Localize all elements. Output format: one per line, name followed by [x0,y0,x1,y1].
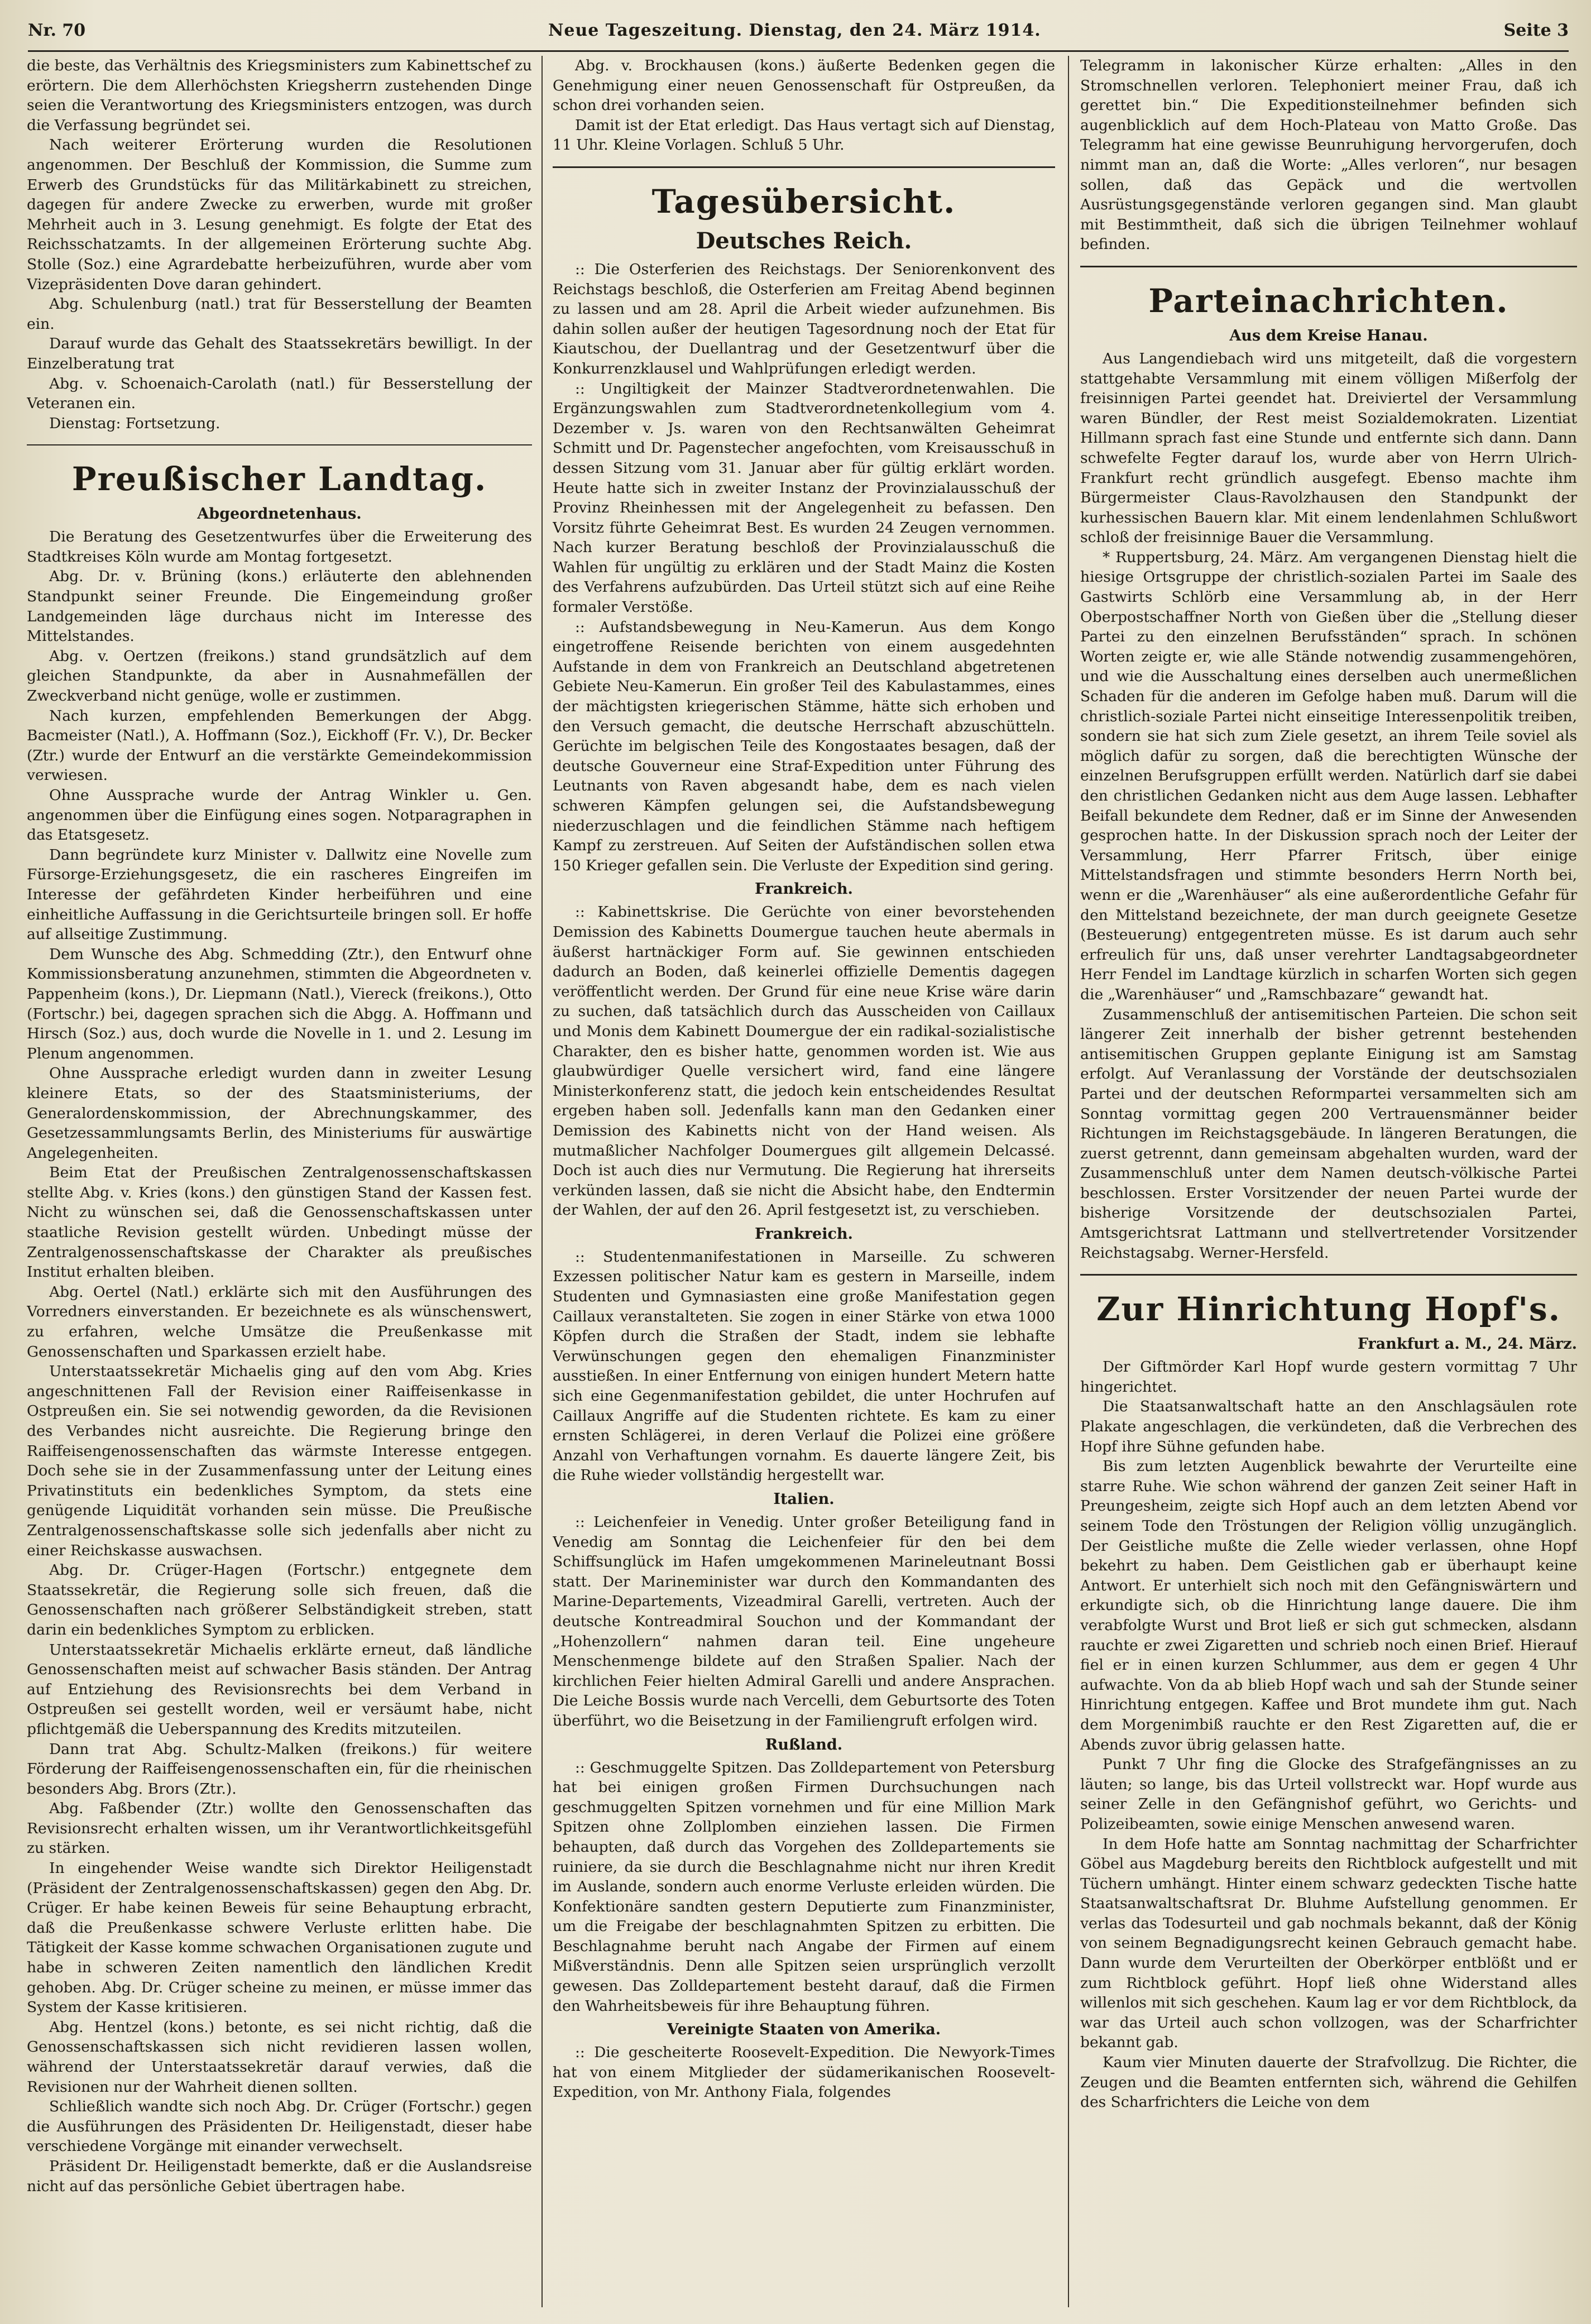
issue-number: Nr. 70 [28,20,86,40]
paragraph: Unterstaatssekretär Michaelis ging auf den vom Abg. Kries angeschnittenen Fall der Revision einer Raiffeisenkasse in Ostpreußen ein. Sie sei notwendig geworden, da die Revisionen des Verbandes nicht ausreichte. Die Regierung bringe den Raiffeisengenossenschaften das wärmste Interesse entgegen. Doch sehe sie in der Zusammenfassung unter der Leitung eines Privatinstituts ein bedenkliches Symptom, da stets eine genügende Liquidität vorhanden sein müsse. Die Preußische Zentralgenossenschaftskasse solle sich jedenfalls aber nicht zu einer Reichskasse auswachsen. [27,1363,532,1559]
paragraph: Die Staatsanwaltschaft hatte an den Anschlagsäulen rote Plakate angeschlagen, die verkündeten, daß die Verbrechen des Hopf ihre Sühne gefunden habe. [1080,1398,1577,1455]
paragraph: Damit ist der Etat erledigt. Das Haus vertagt sich auf Dienstag, 11 Uhr. Kleine Vorlagen. Schluß 5 Uhr. [553,116,1055,154]
paragraph: :: Kabinettskrise. Die Gerüchte von einer bevorstehenden Demission des Kabinetts Doumergue tauchen heute abermals in äußerst hartnäckiger Form auf. Sie gewinnen entschieden dadurch an Boden, daß keinerlei offizielle Dementis dagegen veröffentlicht werden. Der Grund für eine neue Krise wäre darin zu suchen, daß tatsächlich durch das Ausscheiden von Caillaux und Monis dem Kabinett Doumergue der ein radikal-sozialistische Charakter, den es bisher hatte, genommen worden ist. Wie aus glaubwürdiger Quelle versichert wird, fand eine längere Ministerkonferenz statt, die jedoch kein entscheidendes Resultat ergeben haben soll. Jedenfalls kann man den Gedanken einer Demission des Kabinetts nicht von der Hand weisen. Als mutmaßlicher Nachfolger Doumergues gilt allgemein Delcassé. Doch ist auch dies nur Vermutung. Die Regierung hat ihrerseits verkünden lassen, daß sie nicht die Absicht habe, den Endtermin der Wahlen, der auf den 26. April festgesetzt ist, zu verschieben. [553,903,1055,1219]
column-rule [541,56,543,2307]
page-number: Seite 3 [1503,20,1569,40]
paragraph: Ohne Aussprache wurde der Antrag Winkler u. Gen. angenommen über die Einfügung eines sogen. Notparagraphen in das Etatsgesetz. [27,787,532,844]
paragraph: Die Beratung des Gesetzentwurfes über die Erweiterung des Stadtkreises Köln wurde am Montag fortgesetzt. [27,528,532,566]
paragraph: :: Geschmuggelte Spitzen. Das Zolldepartement von Petersburg hat bei einigen großen Firmen Durchsuchungen nach geschmuggelten Spitzen vornehmen und für eine Million Mark Spitzen ohne Zollplomben einziehen lassen. Die Firmen behaupten, daß durch das Vorgehen des Zolldepartements sie ruiniere, da sie durch die Beschlagnahme nicht nur ihren Kredit im Auslande, sondern auch enorme Verluste erleiden würden. Die Konfektionäre sandten gestern Deputierte zum Finanzminister, um die Freigabe der beschlagnahmten Spitzen zu erbitten. Die Beschlagnahme beruht nach Angabe der Firmen auf einem Mißverständnis. Denn alle Spitzen seien ursprünglich verzollt gewesen. Das Zolldepartement besteht darauf, daß die Firmen den Wahrheitsbeweis für ihre Behauptung führen. [553,1758,1055,2015]
paragraph: Dem Wunsche des Abg. Schmedding (Ztr.), den Entwurf ohne Kommissionsberatung anzunehmen, stimmten die Abgeordneten v. Pappenheim (kons.), Dr. Liepmann (Natl.), Viereck (freikons.), Otto (Fortschr.) bei, dagegen sprachen sich die Abgg. A. Hoffmann und Hirsch (Soz.) aus, doch wurde die Novelle in 1. und 2. Lesung im Plenum angenommen. [27,945,532,1062]
divider [553,166,1055,168]
paragraph: :: Studentenmanifestationen in Marseille. Zu schweren Exzessen politischer Natur kam es gestern in Marseille, indem Studenten und Gymnasiasten eine große Manifestation gegen Caillaux veranstalteten. Sie zogen in einer Stärke von etwa 1000 Köpfen durch die Straßen der Stadt, indem sie lebhafte Verwünschungen gegen den ehemaligen Finanzminister ausstießen. In einer Entfernung von einigen hundert Metern hatte sich eine Gegenmanifestation gebildet, die unter Hochrufen auf Caillaux Angriffe auf die Studenten richtete. Es kam zu einer ernsten Schlägerei, in deren Verlauf die Polizei eine größere Anzahl von Verhaftungen vornahm. Es dauerte längere Zeit, bis die Ruhe wieder vollständig hergestellt war. [553,1248,1055,1484]
section-heading-hinrichtung: Zur Hinrichtung Hopf's. [1096,1290,1561,1329]
paragraph: Nach weiterer Erörterung wurden die Resolutionen angenommen. Der Beschluß der Kommission, die Summe zum Erwerb des Grundstücks für das Militärkabinett zu streichen, dagegen für andere Zwecke zu erwerben, wurde mit großer Mehrheit auch in 3. Lesung genehmigt. Es folgte der Etat des Reichsschatzamts. In der allgemeinen Erörterung suchte Abg. Stolle (Soz.) eine Agrardebatte herbeizuführen, wurde aber vom Vizepräsidenten Dove daran gehindert. [27,136,532,293]
paragraph: Aus Langendiebach wird uns mitgeteilt, daß die vorgestern stattgehabte Versammlung mit einem völligen Mißerfolg der freisinnigen Partei geendet hat. Dreiviertel der Versammlung waren Bündler, der Rest meist Sozialdemokraten. Lizentiat Hillmann sprach fast eine Stunde und entfernte sich dann. Dann schwefelte Fegter darauf los, wurde aber von Herrn Ulrich-Frankfurt recht gründlich ausgefegt. Ebenso machte ihm Bürgermeister Claus-Ravolzhausen den Standpunkt der kurhessischen Bauern klar. Mit einem lendenlahmen Schlußwort schloß der freisinnige Bauer die Versammlung. [1080,349,1577,547]
paragraph: Zusammenschluß der antisemitischen Parteien. Die schon seit längerer Zeit innerhalb der bisher getrennt bestehenden antisemitischen Gruppen geplante Einigung ist am Samstag erfolgt. Auf Veranlassung der Vorstände der deutschsozialen Partei und der deutschen Reformpartei versammelten sich am Sonntag vormittag gegen 200 Vertrauensmänner beider Richtungen im Reichstagsgebäude. In längeren Beratungen, die zuerst getrennt, dann gemeinsam abgehalten wurden, ward der Zusammenschluß unter dem Namen deutsch-völkische Partei beschlossen. Erster Vorsitzender der neuen Partei wurde der bisherige Vorsitzende der deutschsozialen Partei, Amtsgerichtsrat Lattmann und stellvertretender Vorsitzender Reichstagsabg. Werner-Hersfeld. [1080,1005,1577,1262]
section-heading-parteinachrichten: Parteinachrichten. [1148,281,1509,320]
section-heading-tagesuebersicht: Tagesübersicht. [651,182,956,221]
paragraph: Kaum vier Minuten dauerte der Strafvollzug. Die Richter, die Zeugen und die Beamten entfernten sich, während die Gehilfen des Scharfrichters die Leiche von dem [1080,2054,1577,2111]
section-heading-landtag: Preußischer Landtag. [71,460,487,499]
divider [1080,266,1577,267]
divider [27,444,532,445]
subheading-vereinigte-staaten: Vereinigte Staaten von Amerika. [667,2021,941,2039]
landtag-continuation [553,56,1055,155]
paragraph: Der Giftmörder Karl Hopf wurde gestern vormittag 7 Uhr hingerichtet. [1080,1358,1577,1396]
paragraph: Präsident Dr. Heiligenstadt bemerkte, daß er die Auslandsreise nicht auf das persönliche Gebiet übertragen habe. [27,2157,532,2195]
paragraph: Beim Etat der Preußischen Zentralgenossenschaftskassen stellte Abg. v. Kries (kons.) den günstigen Stand der Kassen fest. Nicht zu wünschen sei, daß die Genossenschaftskassen unter staatliche Revision gestellt würden. Unbedingt müsse der Zentralgenossenschaftskasse der Charakter als preußisches Institut erhalten bleiben. [27,1164,532,1281]
paragraph: In dem Hofe hatte am Sonntag nachmittag der Scharfrichter Göbel aus Magdeburg bereits den Richtblock aufgestellt und mit Tüchern umhängt. Hinter einem schwarz gedeckten Tische hatte Staatsanwaltschaftsrat Dr. Bluhme Aufstellung genommen. Er verlas das Todesurteil und gab nochmals bekannt, daß der König von seinem Begnadigungsrecht keinen Gebrauch gemacht habe. Dann wurde dem Verurteilten der Oberkörper entblößt und er zum Richtblock geführt. Hopf ließ ohne Widerstand alles willenlos mit sich geschehen. Kaum lag er vor dem Richtblock, da war das Urteil auch schon vollzogen, was der Scharfrichter bekannt gab. [1080,1835,1577,2052]
landtag-article [27,527,532,2196]
deutsches-reich-news [553,260,1055,875]
newspaper-title-date: Neue Tageszeitung. Dienstag, den 24. März 1914. [548,20,1041,40]
paragraph: * Ruppertsburg, 24. März. Am vergangenen Dienstag hielt die hiesige Ortsgruppe der christlich-sozialen Partei im Saale des Gastwirts Schlörb eine Versammlung ab, in der Herr Oberpostschaffner North von Gießen über die „Stellung dieser Partei zu den einzelnen Berufsständen“ sprach. In schönen Worten zeigte er, wie alle Stände notwendig zusammengehören, und wie die Ausschaltung eines derselben auch unermeßlichen Schaden für die anderen im Gefolge haben muß. Darum will die christlich-soziale Partei nicht einseitige Interessenpolitik treiben, sondern sie hat sich zum Ziele gesetzt, an ihrem Teile soviel als möglich dafür zu sorgen, daß die berechtigten Wünsche der einzelnen Berufsgruppen erfüllt werden. Natürlich darf sie dabei den christlichen Gedanken nicht aus dem Auge lassen. Lebhafter Beifall bekundete dem Redner, daß er im Sinne der Anwesenden gesprochen hatte. In der Diskussion sprach noch der Leiter der Versammlung, Herr Pfarrer Fritsch, über einige Mittelstandsfragen und stimmte besonders Herrn North bei, wenn er die „Warenhäuser“ als eine außerordentliche Gefahr für den Mittelstand bezeichnete, der man durch geeignete Gesetze (Besteuerung) entgegentreten müsse. Es ist darum auch sehr erfreulich für uns, daß unser verehrter Landtagsabgeordneter Herr Fendel im Landtage kürzlich in scharfen Worten sich gegen die „Warenhäuser“ und „Ramschbazare“ gewandt hat. [1080,548,1577,1003]
subheading-deutsches-reich: Deutsches Reich. [696,227,912,254]
subheading-frankreich-2: Frankreich. [755,1225,853,1243]
paragraph: Abg. Oertel (Natl.) erklärte sich mit den Ausführungen des Vorredners einverstanden. Er bezeichnete es als wünschenswert, zu erfahren, welche Umsätze die Preußenkasse mit Genossenschaften und Sparkassen erzielt habe. [27,1283,532,1360]
paragraph: Bis zum letzten Augenblick bewahrte der Verurteilte eine starre Ruhe. Wie schon während der ganzen Zeit seiner Haft in Preungesheim, zeigte sich Hopf auch an dem letzten Abend vor seinem Tode den Tröstungen der Religion völlig unzugänglich. Der Geistliche mußte die Zelle wieder verlassen, ohne Hopf bekehrt zu haben. Dem Geistlichen gab er überhaupt keine Antwort. Er unterhielt sich noch mit den Gefängniswärtern und erkundigte sich, ob die Hinrichtung lange dauere. Die ihm verabfolgte Wurst und Brot ließ er sich gut schmecken, alsdann rauchte er zwei Zigaretten und schrieb noch einen Brief. Hierauf fiel er in einen kurzen Schlummer, aus dem er gegen 4 Uhr aufwachte. Von da ab blieb Hopf wach und sah der Stunde seiner Hinrichtung entgegen. Kaffee und Brot mundete ihm gut. Nach dem Morgenimbiß rauchte er den Rest Zigaretten auf, die er Abends zuvor übrig gelassen hatte. [1080,1458,1577,1753]
paragraph: die beste, das Verhältnis des Kriegsministers zum Kabinettschef zu erörtern. Die dem Allerhöchsten Kriegsherrn zustehenden Dinge seien die Verantwortung des Kriegsministers entzogen, was durch die Verfassung begründet sei. [27,57,532,134]
subheading-kreis-hanau: Aus dem Kreise Hanau. [1229,327,1428,344]
page-header [28,10,1569,52]
partei-news [1080,349,1577,1263]
paragraph: Abg. Schulenburg (natl.) trat für Besserstellung der Beamten ein. [27,295,532,333]
column-2 [553,56,1055,2313]
reichstag-continuation [27,56,532,433]
paragraph: Abg. v. Brockhausen (kons.) äußerte Bedenken gegen die Genehmigung einer neuen Genossenschaft für Ostpreußen, da schon drei vorhanden seien. [553,57,1055,114]
column-rule [1068,56,1069,2307]
paragraph: Nach kurzen, empfehlenden Bemerkungen der Abgg. Bacmeister (Natl.), A. Hoffmann (Soz.), Eickhoff (Fr. V.), Dr. Becker (Ztr.) wurde der Entwurf an die verstärkte Gemeindekommission verwiesen. [27,707,532,784]
column-3 [1080,56,1577,2313]
paragraph: :: Ungiltigkeit der Mainzer Stadtverordnetenwahlen. Die Ergänzungswahlen zum Stadtverordnetenkollegium vom 4. Dezember v. Js. waren von den Rechtsanwälten Geheimrat Schmitt und Dr. Pagenstecher angefochten, vom Kreisausschuß in dessen Sitzung vom 31. Januar aber für gültig erklärt worden. Heute hatte sich in zweiter Instanz der Provinzialausschuß der Provinz Rheinhessen mit der Angelegenheit zu befassen. Den Vorsitz führte Geheimrat Best. Es wurden 24 Zeugen vernommen. Nach kurzer Beratung beschloß der Provinzialausschuß die Wahlen für ungültig zu erklären und der Stadt Mainz die Kosten des Verfahrens aufzubürden. Das Urteil stützt sich auf eine Reihe formaler Verstöße. [553,380,1055,616]
paragraph: Ohne Aussprache erledigt wurden dann in zweiter Lesung kleinere Etats, so der des Staatsministeriums, der Generalordenskommission, der Abrechnungskammer, des Gesetzessammlungsamts Berlin, des Ministeriums für auswärtige Angelegenheiten. [27,1065,532,1162]
subheading-abgeordnetenhaus: Abgeordnetenhaus. [197,505,362,523]
paragraph: Abg. Dr. Crüger-Hagen (Fortschr.) entgegnete dem Staatssekretär, die Regierung solle sich freuen, daß die Genossenschaften nach größerer Selbständigkeit streben, statt darin ein bedenkliches Symptom zu erblicken. [27,1561,532,1638]
paragraph: :: Leichenfeier in Venedig. Unter großer Beteiligung fand in Venedig am Sonntag die Leichenfeier für den bei dem Schiffsunglück im Hafen umgekommenen Marineleutnant Bossi statt. Der Marineminister war durch den Kommandanten des Marine-Departements, Vizeadmiral Garelli, vertreten. Auch der deutsche Kontreadmiral Souchon und der Kommandant der „Hohenzollern“ nahmen daran teil. Eine ungeheure Menschenmenge bildete auf den Straßen Spalier. Nach der kirchlichen Feier hielten Admiral Garelli und andere Ansprachen. Die Leiche Bossis wurde nach Vercelli, dem Geburtsorte des Toten überführt, wo die Beisetzung in der Familiengruft erfolgen wird. [553,1513,1055,1729]
subheading-russland: Rußland. [765,1736,843,1753]
paragraph: Darauf wurde das Gehalt des Staatssekretärs bewilligt. In der Einzelberatung trat [27,335,532,372]
subheading-frankreich: Frankreich. [755,880,853,898]
paragraph: Dann trat Abg. Schultz-Malken (freikons.) für weitere Förderung der Raiffeisengenossenschaften ein, für die rheinischen besonders Abg. Brors (Ztr.). [27,1740,532,1798]
paragraph: Abg. v. Schoenaich-Carolath (natl.) für Besserstellung der Veteranen ein. [27,375,532,413]
paragraph: :: Aufstandsbewegung in Neu-Kamerun. Aus dem Kongo eingetroffene Reisende berichten von einem ausgedehnten Aufstande in dem von Frankreich an Deutschland abgetretenen Gebiete Neu-Kamerun. Ein großer Teil des Kabulastammes, eines der mächtigsten kriegerischen Stämme, hätte sich erhoben und den Versuch gemacht, die deutsche Herrschaft abzuschütteln. Gerüchte im belgischen Teile des Kongostaates besagen, daß der deutsche Gouverneur eine Straf-Expedition unter Führung des Leutnants von Raven abgesandt habe, dem es nach vielen schweren Kämpfen gelungen sei, die Aufstandsbewegung niederzuschlagen und die feindlichen Stämme nach heftigem Kampf zu zerstreuen. Auf Seiten der Aufständischen sollen etwa 150 Krieger gefallen sein. Die Verluste der Expedition sind gering. [553,618,1055,874]
paragraph: :: Die gescheiterte Roosevelt-Expedition. Die Newyork-Times hat von einem Mitglieder der südamerikanischen Roosevelt-Expedition, von Mr. Anthony Fiala, folgendes [553,2044,1055,2101]
paragraph: :: Die Osterferien des Reichstags. Der Seniorenkonvent des Reichstags beschloß, die Osterferien am Freitag Abend beginnen zu lassen und am 28. April die Arbeit wieder aufzunehmen. Bis dahin sollen außer der heutigen Tagesordnung noch der Etat für Kiautschou, der Duellantrag und der Gesetzentwurf über die Konkurrenzklausel und Wahlprüfungen erledigt werden. [553,260,1055,377]
divider [1080,1274,1577,1276]
paragraph: Abg. Dr. v. Brüning (kons.) erläuterte den ablehnenden Standpunkt seiner Freunde. Die Eingemeindung großer Landgemeinden läge durchaus nicht im Interesse des Mittelstandes. [27,568,532,645]
paragraph: Dann begründete kurz Minister v. Dallwitz eine Novelle zum Fürsorge-Erziehungsgesetz, die ein rascheres Eingreifen im Interesse der gefährdeten Kinder herbeiführen und eine einheitliche Auffassung in die Gerichtsurteile bringen soll. Er hoffe auf allseitige Zustimmung. [27,846,532,943]
paragraph: Abg. Hentzel (kons.) betonte, es sei nicht richtig, daß die Genossenschaftskassen sich nicht revidieren lassen wollen, während der Unterstaatssekretär darauf verwies, daß die Revisionen nur der Wahrheit dienen sollten. [27,2018,532,2096]
roosevelt-continuation [1080,56,1577,255]
paragraph: Telegramm in lakonischer Kürze erhalten: „Alles in den Stromschnellen verloren. Telephoniert meiner Frau, daß ich gerettet bin.“ Die Expeditionsteilnehmer befinden sich augenblicklich auf dem Hoch-Plateau von Matto Große. Das Telegramm hat eine gewisse Beunruhigung hervorgerufen, doch nimmt man an, daß die Worte: „Alles verloren“, nur besagen sollen, daß das Gepäck und die wertvollen Ausrüstungsgegenstände verloren gegangen sind. Man glaubt mit Bestimmtheit, daß sich die übrigen Teilnehmer wohlauf befinden. [1080,57,1577,253]
hinrichtung-article [1080,1357,1577,2112]
paragraph: Dienstag: Fortsetzung. [49,414,221,432]
paragraph: Abg. v. Oertzen (freikons.) stand grundsätzlich auf dem gleichen Standpunkte, da aber in Ausnahmefällen der Zweckverband nicht genüge, wolle er zustimmen. [27,647,532,705]
paragraph: Schließlich wandte sich noch Abg. Dr. Crüger (Fortschr.) gegen die Ausführungen des Präsidenten Dr. Heiligenstadt, dieser habe verschiedene Vorgänge mit einander verwechselt. [27,2098,532,2155]
column-1 [27,56,532,2313]
paragraph: In eingehender Weise wandte sich Direktor Heiligenstadt (Präsident der Zentralgenossenschaftskassen) gegen den Abg. Dr. Crüger. Er habe keinen Beweis für seine Behauptung erbracht, daß die Preußenkasse schwere Verluste erlitten habe. Die Tätigkeit der Kasse komme schwachen Organisationen zugute und habe in schweren Zeiten namentlich den ländlichen Kredit gehoben. Abg. Dr. Crüger scheine zu meinen, er müsse immer das System der Kasse kritisieren. [27,1860,532,2016]
subheading-italien: Italien. [773,1491,835,1508]
paragraph: Unterstaatssekretär Michaelis erklärte erneut, daß ländliche Genossenschaften meist auf schwacher Basis ständen. Der Antrag auf Entziehung des Revisionsrechts bei dem Verband in Ostpreußen sei gestellt worden, weil er versäumt habe, nicht pflichtgemäß die Ueberspannung des Kredits mitzuteilen. [27,1641,532,1738]
paragraph: Abg. Faßbender (Ztr.) wollte den Genossenschaften das Revisionsrecht erhalten wissen, um ihr Verantwortlichkeitsgefühl zu stärken. [27,1800,532,1857]
dateline: Frankfurt a. M., 24. März. [1357,1335,1577,1353]
paragraph: Punkt 7 Uhr fing die Glocke des Strafgefängnisses an zu läuten; so lange, bis das Urteil vollstreckt war. Hopf wurde aus seiner Zelle in den Gefängnishof geführt, wo Gerichts- und Polizeibeamten, sowie einige Menschen anwesend waren. [1080,1756,1577,1833]
